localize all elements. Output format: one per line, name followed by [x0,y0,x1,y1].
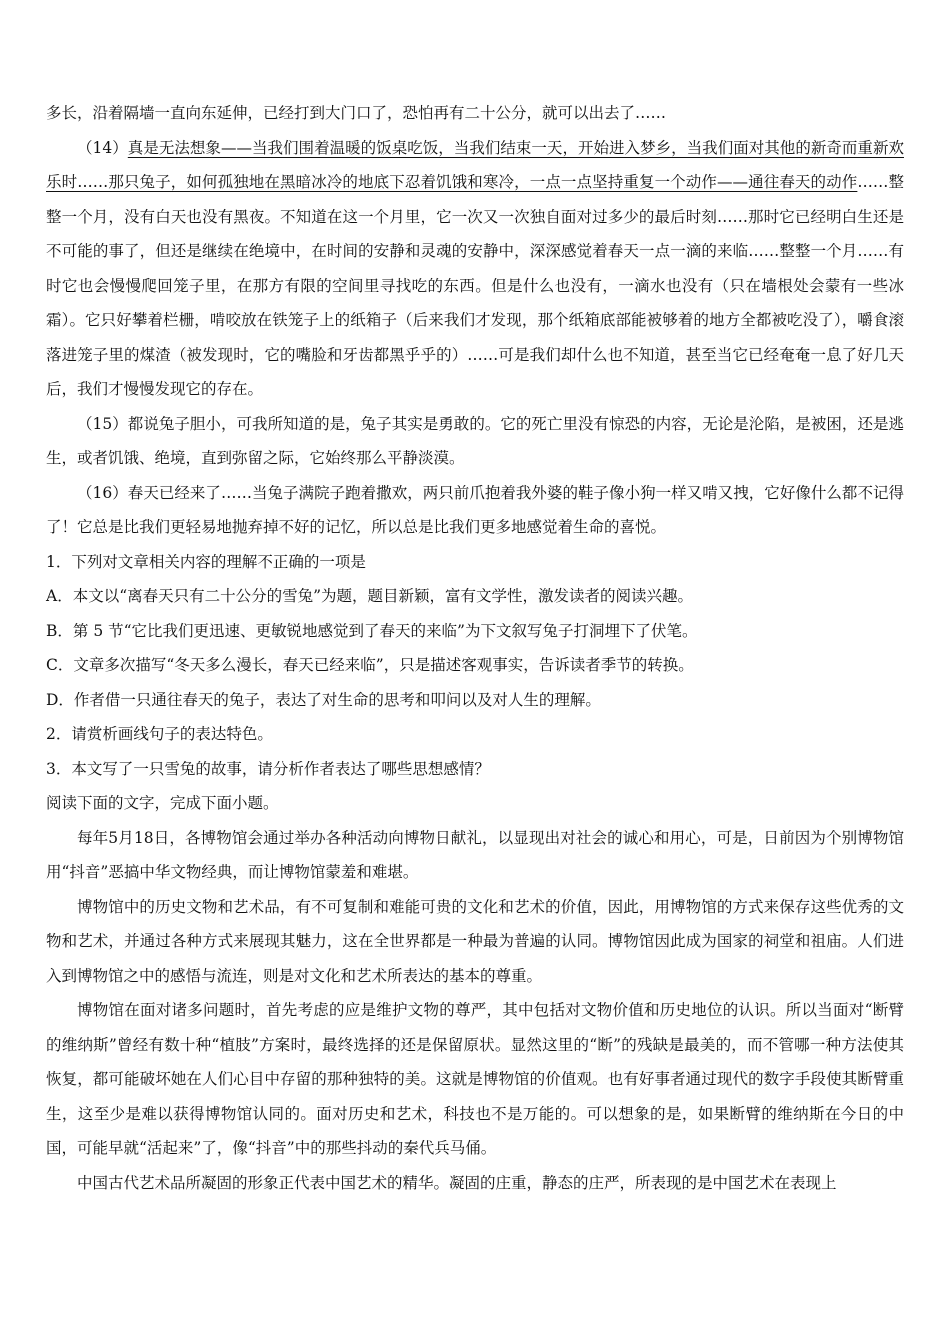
option-c: C．文章多次描写“冬天多么漫长，春天已经来临”，只是描述客观事实，告诉读者季节的转换。 [46,656,694,674]
option-d: D．作者借一只通往春天的兔子，表达了对生命的思考和叩问以及对人生的理解。 [46,690,601,709]
article-paragraph-4: 中国古代艺术品所凝固的形象正代表中国艺术的精华。凝固的庄重，静态的庄严，所表现的是中国艺术在表现上 [77,1173,837,1192]
article-paragraph-2: 博物馆中的历史文物和艺术品，有不可复制和难能可贵的文化和艺术的价值，因此，用博物馆的方式来保存这些优秀的文物和艺术，并通过各种方式来展现其魅力，这在全世界都是一种最为普遍的认同。博物馆因此成为国家的祠堂和祖庙。人们进入到博物馆之中的感悟与流连，则是对文化和艺术所表达的基本的尊重。 [46,897,904,985]
story-paragraph-15: （15）都说兔子胆小，可我所知道的是，兔子其实是勇敢的。它的死亡里没有惊恐的内容，无论是沦陷，是被困，还是逃生，或者饥饿、绝境，直到弥留之际，它始终那么平静淡漠。 [46,414,904,467]
reading-instruction: 阅读下面的文字，完成下面小题。 [46,794,279,812]
paragraph-number: （14） [77,138,128,157]
story-paragraph-13-tail: 多长，沿着隔墙一直向东延伸，已经打到大门口了，恐怕再有二十公分，就可以出去了…… [46,104,667,122]
story-paragraph-16: （16）春天已经来了……当兔子满院子跑着撒欢，两只前爪抱着我外婆的鞋子像小狗一样又啃又拽，它好像什么都不记得了！它总是比我们更轻易地抛弃掉不好的记忆，所以总是比我们更多地感觉着生命的喜悦。 [46,483,904,536]
story-paragraph-14 [46,131,904,407]
article-paragraph-1: 每年5月18日，各博物馆会通过举办各种活动向博物日献礼，以显现出对社会的诚心和用心，可是，日前因为个别博物馆用“抖音”恶搞中华文物经典，而让博物馆蒙羞和难堪。 [46,828,904,881]
option-b: B．第 5 节“它比我们更迅速、更敏锐地感觉到了春天的来临”为下文叙写兔子打洞埋下了伏笔。 [46,621,698,640]
article-paragraph-3: 博物馆在面对诸多问题时，首先考虑的应是维护文物的尊严，其中包括对文物价值和历史地位的认识。所以当面对“断臂的维纳斯”曾经有数十种“植肢”方案时，最终选择的还是保留原状。显然这里的“断”的残缺是最美的，而不管哪一种方法使其恢复，都可能破坏她在人们心目中存留的那种独特的美。这就是博物馆的价值观。也有好事者通过现代的数字手段使其断臂重生，这至少是难以获得博物馆认同的。面对历史和艺术，科技也不是万能的。可以想象的是，如果断臂的维纳斯在今日的中国，可能早就“活起来”了，像“抖音”中的那些抖动的秦代兵马俑。 [46,1001,904,1157]
paragraph-body: ……整整一个月，没有白天也没有黑夜。不知道在这一个月里，它一次又一次独自面对过多少的最后时刻……那时它已经明白生还是不可能的事了，但还是继续在绝境中，在时间的安静和灵魂的安静中，深深感觉着春天一点一滴的来临……整整一个月……有时它也会慢慢爬回笼子里，在那方有限的空间里寻找吃的东西。但是什么也没有，一滴水也没有（只在墙根处会蒙有一些冰霜）。它只好攀着栏栅，啃咬放在铁笼子上的纸箱子（后来我们才发现，那个纸箱底部能被够着的地方全都被吃没了），嚼食滚落进笼子里的煤渣（被发现时，它的嘴脸和牙齿都黑乎乎的）……可是我们却什么也不知道，甚至当它已经奄奄一息了好几天后，我们才慢慢发现它的存在。 [46,173,904,398]
question-2: 2．请赏析画线句子的表达特色。 [46,725,273,743]
underlined-sentence: 真是无法想象——当我们围着温暖的饭桌吃饭，当我们结束一天，开始进入梦乡，当我们面对其他的新奇而重新欢乐时……那只兔子，如何孤独地在黑暗冰冷的地底下忍着饥饿和寒冷，一点一点坚持重复一个动作——通往春天的动作 [46,138,904,191]
question-3: 3．本文写了一只雪兔的故事，请分析作者表达了哪些思想感情？ [46,759,490,778]
question-1: 1．下列对文章相关内容的理解不正确的一项是 [46,552,366,571]
option-a: A．本文以“离春天只有二十公分的雪兔”为题，题目新颖，富有文学性，激发读者的阅读兴趣。 [46,587,694,605]
